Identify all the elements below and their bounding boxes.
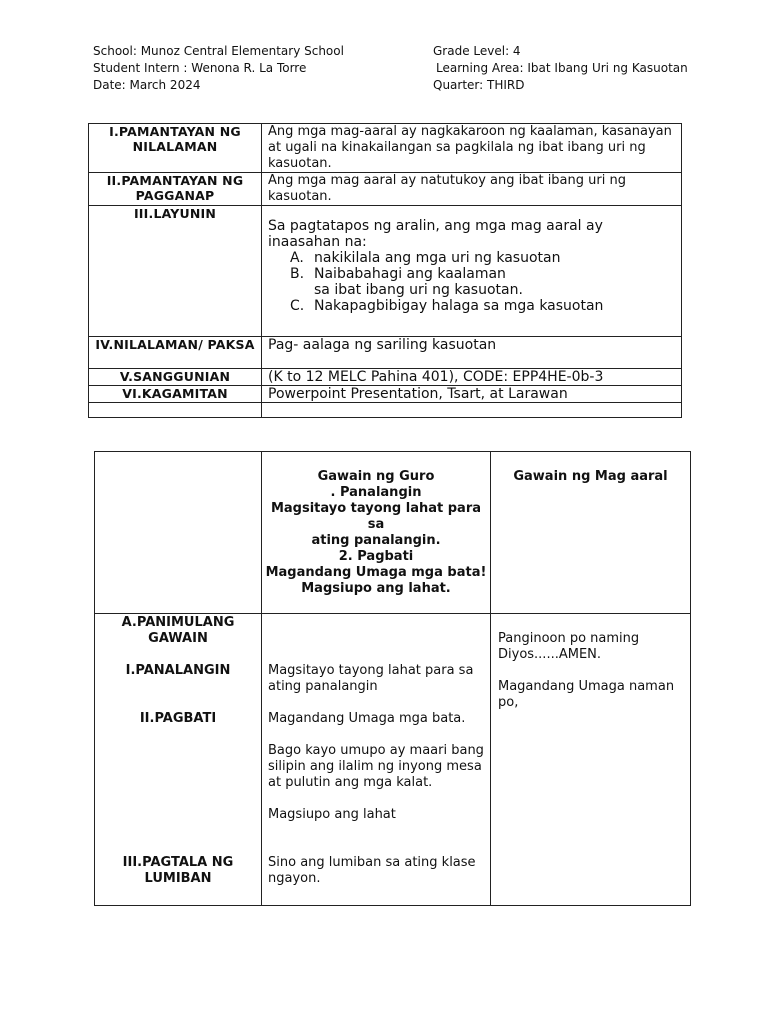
label-nilalaman: IV.NILALAMAN/ PAKSA (89, 337, 262, 369)
label-sanggunian: V.SANGGUNIAN (89, 369, 262, 386)
lesson-plan-table (88, 123, 682, 418)
magaaral-activities (491, 614, 691, 906)
learning-area: Learning Area: Ibat Ibang Uri ng Kasuotan (436, 61, 688, 75)
guro-panalangin: Magsitayo tayong lahat para sa ating panalangin (268, 663, 474, 694)
activities-header-row (95, 452, 691, 614)
quarter: Quarter: THIRD (433, 78, 525, 92)
label-kagamitan: VI.KAGAMITAN (89, 386, 262, 403)
header-left (93, 43, 344, 94)
label-panimula: A.PANIMULANG GAWAIN (121, 615, 235, 646)
guro-bago: Bago kayo umupo ay maari bang silipin ang ilalim ng inyong mesa at pulutin ang mga kalat. (268, 743, 484, 790)
row-kagamitan (89, 386, 682, 403)
row-pamantayan-pagganap (89, 173, 682, 206)
row-empty (89, 403, 682, 418)
layunin-intro: Sa pagtatapos ng aralin, ang mga mag aaral ay inaasahan na: (268, 218, 603, 250)
list-item: C. Nakapagbibigay halaga sa mga kasuotan (290, 298, 604, 314)
layunin-list (268, 250, 677, 314)
header-right (433, 43, 688, 94)
value-nilalaman: Pag- aalaga ng sariling kasuotan (262, 337, 682, 369)
empty-cell (95, 452, 262, 614)
value-layunin (262, 206, 682, 337)
magaaral-pagbati: Magandang Umaga naman po, (498, 679, 675, 710)
label-pamantayan-pagganap: II.PAMANTAYAN NG PAGGANAP (89, 173, 262, 206)
student-intern: Student Intern : Wenona R. La Torre (93, 61, 307, 75)
list-item: B. Naibabahagi ang kaalaman sa ibat ibang uri ng kasuotan. (290, 266, 523, 298)
row-nilalaman (89, 337, 682, 369)
gawain-magaaral-header: Gawain ng Mag aaral (491, 452, 691, 614)
label-layunin: III.LAYUNIN (89, 206, 262, 337)
guro-activities (262, 614, 491, 906)
value-pamantayan-pagganap: Ang mga mag aaral ay natutukoy ang ibat ibang uri ng kasuotan. (262, 173, 682, 206)
magaaral-panalangin: Panginoon po naming Diyos......AMEN. (498, 631, 640, 662)
label-panalangin: I.PANALANGIN (125, 663, 231, 678)
grade-level: Grade Level: 4 (433, 44, 521, 58)
row-layunin (89, 206, 682, 337)
label-pamantayan-nilalaman: I.PAMANTAYAN NG NILALAMAN (89, 124, 262, 173)
lesson-date: Date: March 2024 (93, 78, 201, 92)
row-pamantayan-nilalaman (89, 124, 682, 173)
school-name: School: Munoz Central Elementary School (93, 44, 344, 58)
activities-body-row (95, 614, 691, 906)
guro-magsiupo: Magsiupo ang lahat (268, 807, 396, 822)
guro-lumiban: Sino ang lumiban sa ating klase ngayon. (268, 855, 476, 886)
activities-table (94, 451, 691, 906)
label-pagbati: II.PAGBATI (139, 711, 217, 726)
empty-cell (262, 403, 682, 418)
list-item: A. nakikilala ang mga uri ng kasuotan (290, 250, 561, 266)
value-kagamitan: Powerpoint Presentation, Tsart, at Larawan (262, 386, 682, 403)
value-pamantayan-nilalaman: Ang mga mag-aaral ay nagkakaroon ng kaalaman, kasanayan at ugali na kinakailangan sa pagkilala ng ibat ibang uri ng kasuotan. (262, 124, 682, 173)
row-sanggunian (89, 369, 682, 386)
activity-labels (95, 614, 262, 906)
guro-pagbati: Magandang Umaga mga bata. (268, 711, 466, 726)
empty-cell (89, 403, 262, 418)
label-lumiban: III.PAGTALA NG LUMIBAN (122, 855, 234, 886)
value-sanggunian: (K to 12 MELC Pahina 401), CODE: EPP4HE-0b-3 (262, 369, 682, 386)
gawain-guro-header: Gawain ng Guro . Panalangin Magsitayo tayong lahat para sa ating panalangin. 2. Pagbati Magandang Umaga mga bata! Magsiupo ang lahat. (262, 452, 491, 614)
